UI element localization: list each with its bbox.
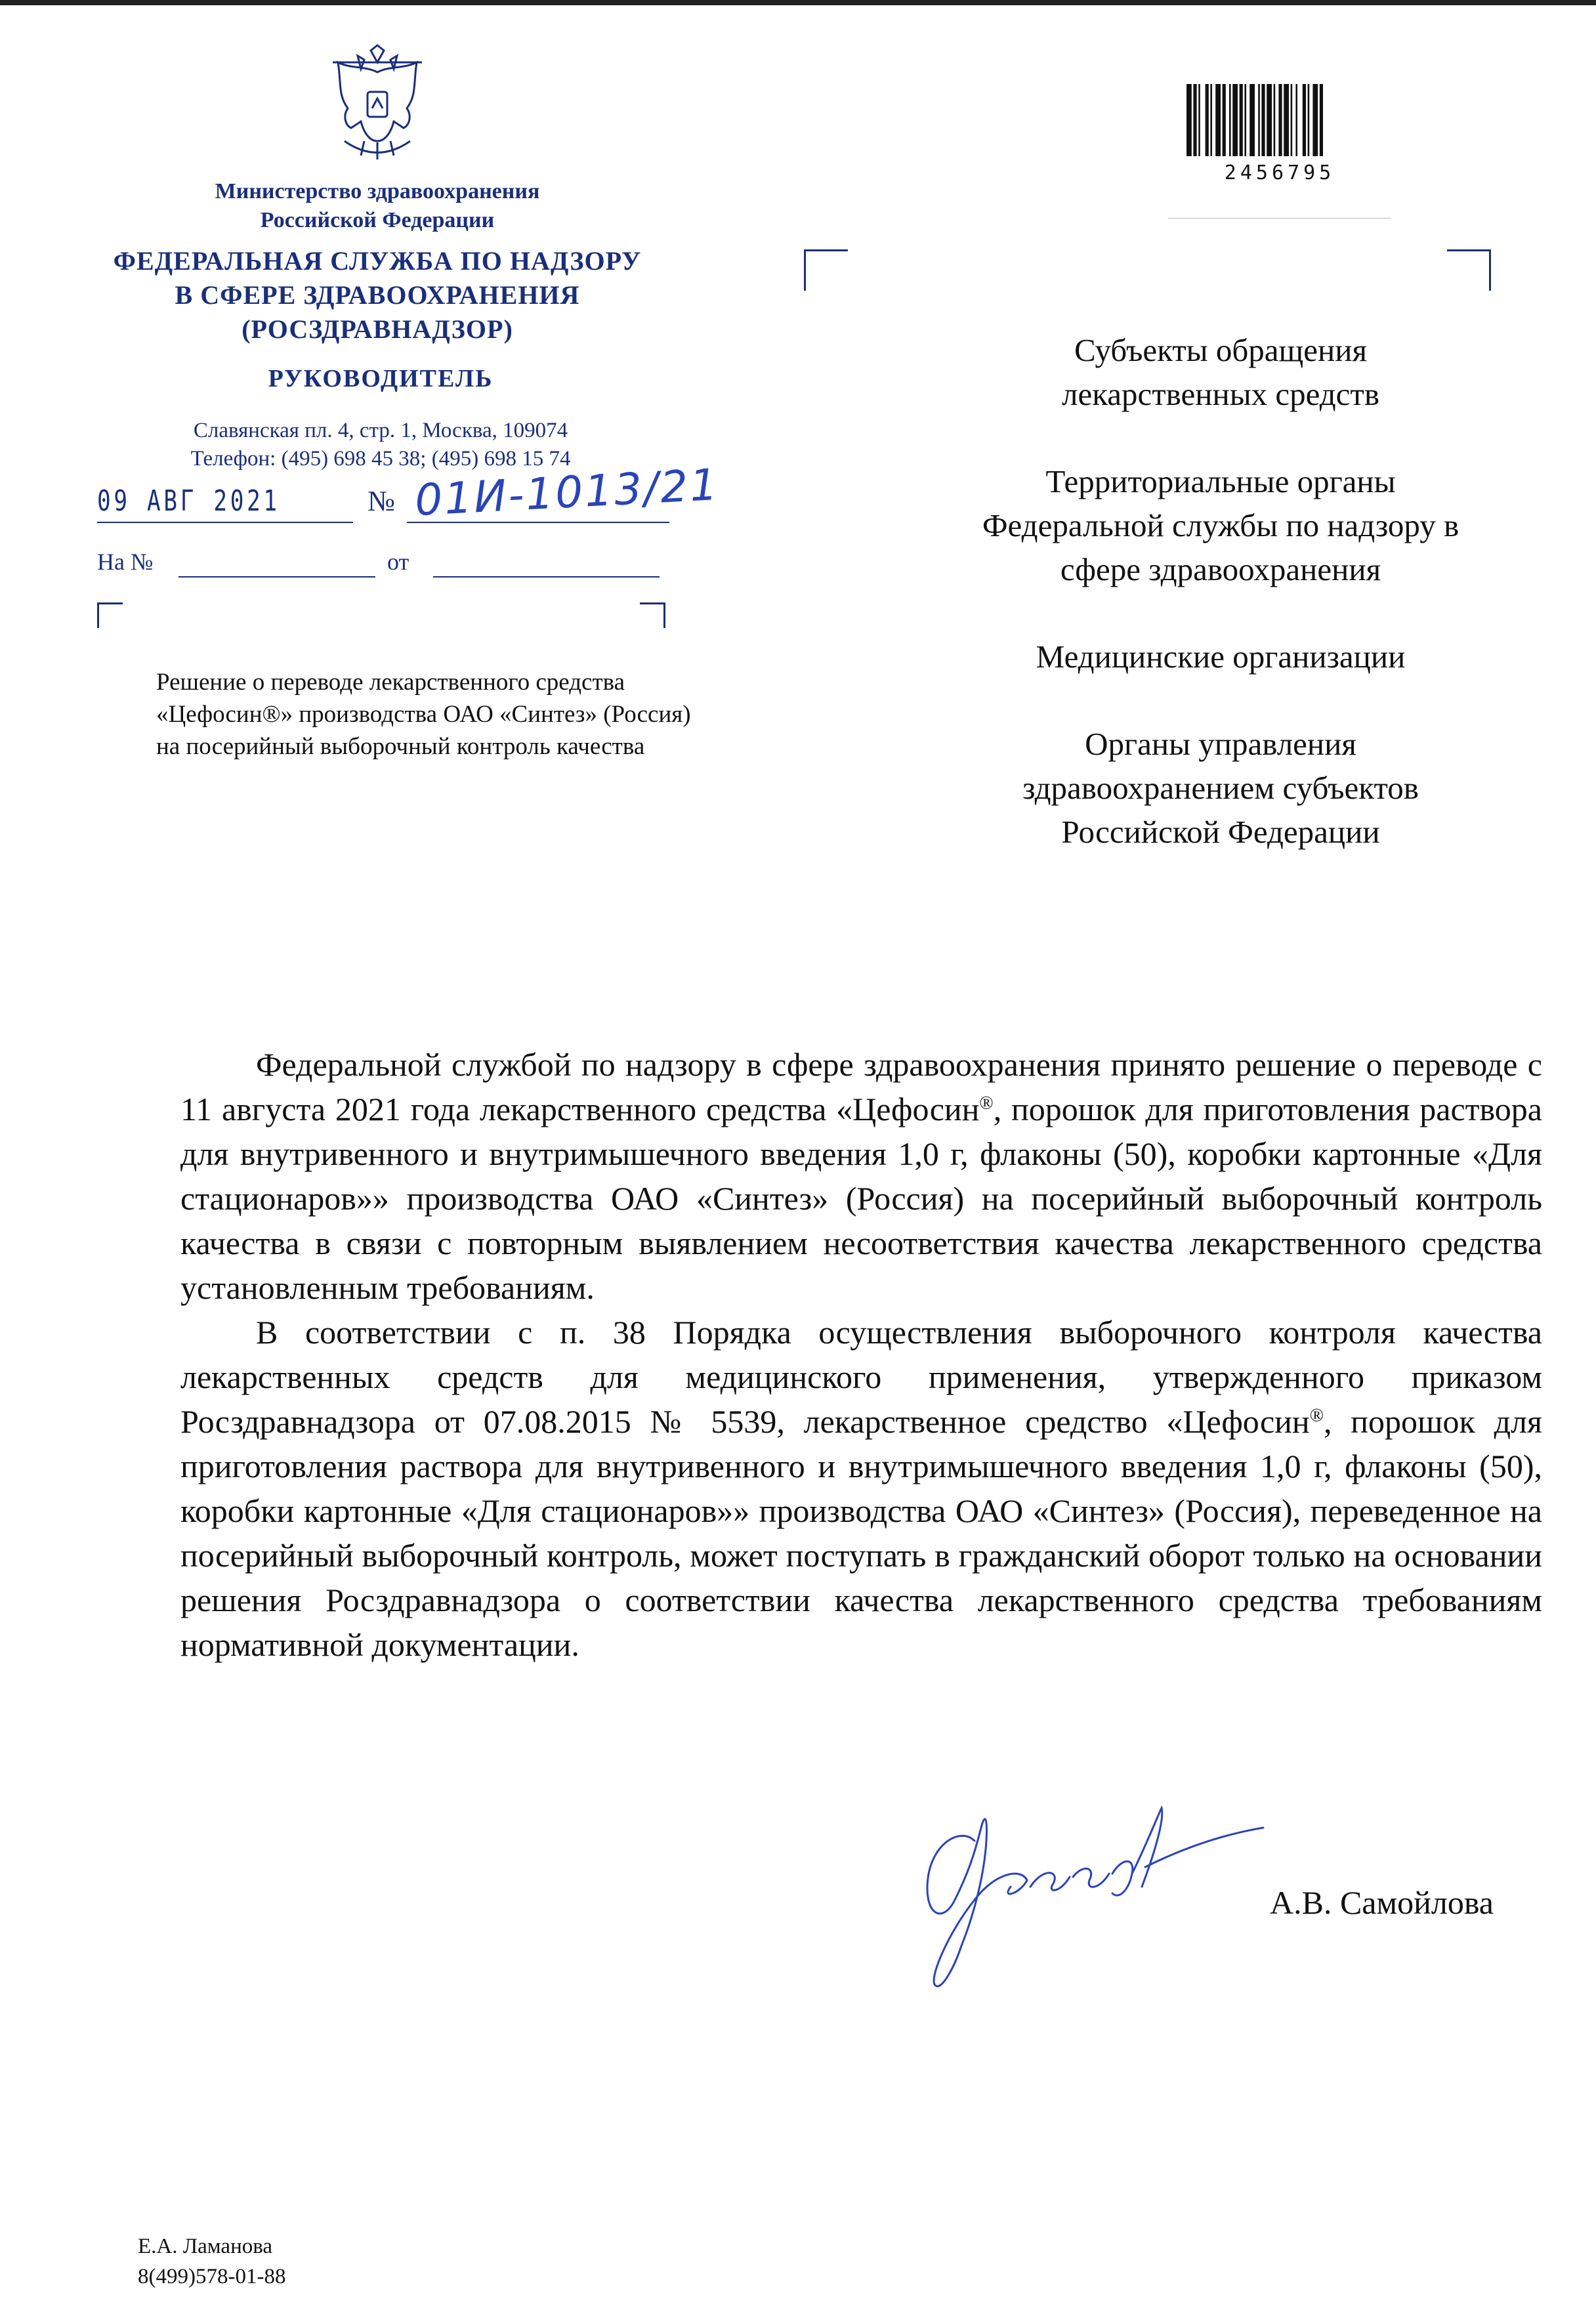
barcode-bar [1210,84,1212,156]
date-underline [97,522,353,523]
recipient-line: лекарственных средств [1062,376,1379,412]
executor-phone: 8(499)578-01-88 [138,2265,286,2288]
registered-mark: ® [979,1093,994,1114]
barcode-bar [1240,84,1243,156]
barcode-bar [1258,84,1260,156]
recipient-line: Медицинские организации [1036,639,1406,675]
recipient-line: сфере здравоохранения [1060,551,1381,587]
reply-number-line [178,576,375,578]
ministry-name [151,177,604,235]
recipient-line: здравоохранением субъектов [1022,770,1419,806]
letter-subject: Решение о переводе лекарственного средства «Цефосин®» производства ОАО «Синтез» (Россия) на посерийный выборочный контроль качества [156,669,691,760]
barcode-divider [1168,218,1391,219]
barcode-bar [1267,84,1272,156]
body-text-span: Федеральной службой по надзору в сфере здравоохранения принято решение о переводе с 11 августа 2021 года лекарственного средства «Цефосин [180,1046,1542,1127]
body-paragraph-2 [180,1310,1542,1667]
body-paragraph-1 [180,1042,1542,1310]
registered-mark: ® [1309,1405,1324,1426]
recipient-group [886,722,1555,854]
recipient-line: Органы управления [1085,726,1356,762]
reply-number-label: На № [97,549,154,575]
barcode-bar [1274,84,1276,156]
barcode-bar [1250,84,1255,156]
service-name [79,244,676,347]
recipients-block [886,328,1555,854]
number-sign: № [368,485,395,517]
barcode-bar [1193,84,1196,156]
signer-name: А.В. Самойлова [1270,1884,1494,1921]
executor-block [138,2231,285,2292]
barcode-bar [1244,84,1246,156]
barcode-bar [1278,84,1282,156]
recipient-line: Субъекты обращения [1074,332,1367,368]
barcode-bar [1312,84,1318,156]
executor-name: Е.А. Ламанова [138,2235,273,2258]
barcode-bar [1295,84,1297,156]
barcode-bar [1232,84,1238,156]
registration-date-stamp: 09 АВГ 2021 [97,484,280,518]
recipients-corner-left [804,249,848,291]
service-line-2: В СФЕРЕ ЗДРАВООХРАНЕНИЯ [175,280,580,310]
barcode-bar [1320,84,1323,156]
recipient-group [886,459,1555,591]
handwritten-signature [896,1801,1276,1998]
address-block [118,417,643,473]
barcode-bar [1215,84,1221,156]
recipient-line: Федеральной службы по надзору в [982,507,1460,543]
service-line-1: ФЕДЕРАЛЬНАЯ СЛУЖБА ПО НАДЗОРУ [113,246,642,276]
recipient-line: Территориальные органы [1045,463,1396,499]
barcode-bar [1198,84,1200,156]
barcode-bar [1186,84,1192,156]
barcode-bar [1261,84,1265,156]
body-text-span: , порошок для приготовления раствора для внутривенного и внутримышечного введения 1,0 г, флаконы (50), коробки картонные «Для стационаров»» производства ОАО «Синтез» (Россия), переведенное на посерийный выборочный контроль, может поступать в гражданский оборот только на основании решения Росздравнадзора о соответствии качества лекарственного средства требованиям нормативной документации. [180,1403,1542,1663]
reply-date-line [433,576,660,578]
letter-body [180,1042,1542,1667]
subject-corner-right [640,602,665,628]
barcode-bar [1291,84,1293,156]
recipient-line: Российской Федерации [1061,814,1380,850]
barcode-bar [1223,84,1226,156]
barcode-number: 2456795 [1224,161,1335,184]
subject-corner-left [97,602,123,628]
reply-from-label: от [387,549,410,575]
barcode-bar [1303,84,1306,156]
recipients-corner-right [1447,249,1491,291]
barcode-bar [1206,84,1209,156]
barcode-bar [1284,84,1289,156]
head-title: РУКОВОДИТЕЛЬ [268,365,494,392]
barcode-bar [1308,84,1310,156]
registration-number-handwritten: 01И-1013/21 [413,459,721,526]
body-text-span: В соответствии с п. 38 Порядка осуществления выборочного контроля качества лекарственных средств для медицинского применения, утвержденного приказом Росздравнадзора от 07.08.2015 № 5539, лекарственное средство «Цефосин [180,1314,1542,1440]
scan-top-edge [0,0,1596,5]
number-underline [407,522,669,523]
ministry-line-1: Министерство здравоохранения [215,179,540,203]
barcode-bar [1229,84,1231,156]
ministry-line-2: Российской Федерации [260,208,495,232]
service-line-3: (РОСЗДРАВНАДЗОР) [242,314,513,344]
recipient-group [886,635,1555,679]
body-text-span: , порошок для приготовления раствора для внутривенного и внутримышечного введения 1,0 г, флаконы (50), коробки картонные «Для стационаров»» производства ОАО «Синтез» (Россия) на посерийный выборочный контроль качества в связи с повторным выявлением несоответствия качества лекарственного средства установленным требованиям. [180,1091,1542,1306]
address-line: Славянская пл. 4, стр. 1, Москва, 109074 [193,419,568,442]
coat-of-arms-emblem [325,43,430,167]
phone-line: Телефон: (495) 698 45 38; (495) 698 15 74 [190,447,571,471]
recipient-group [886,328,1555,416]
